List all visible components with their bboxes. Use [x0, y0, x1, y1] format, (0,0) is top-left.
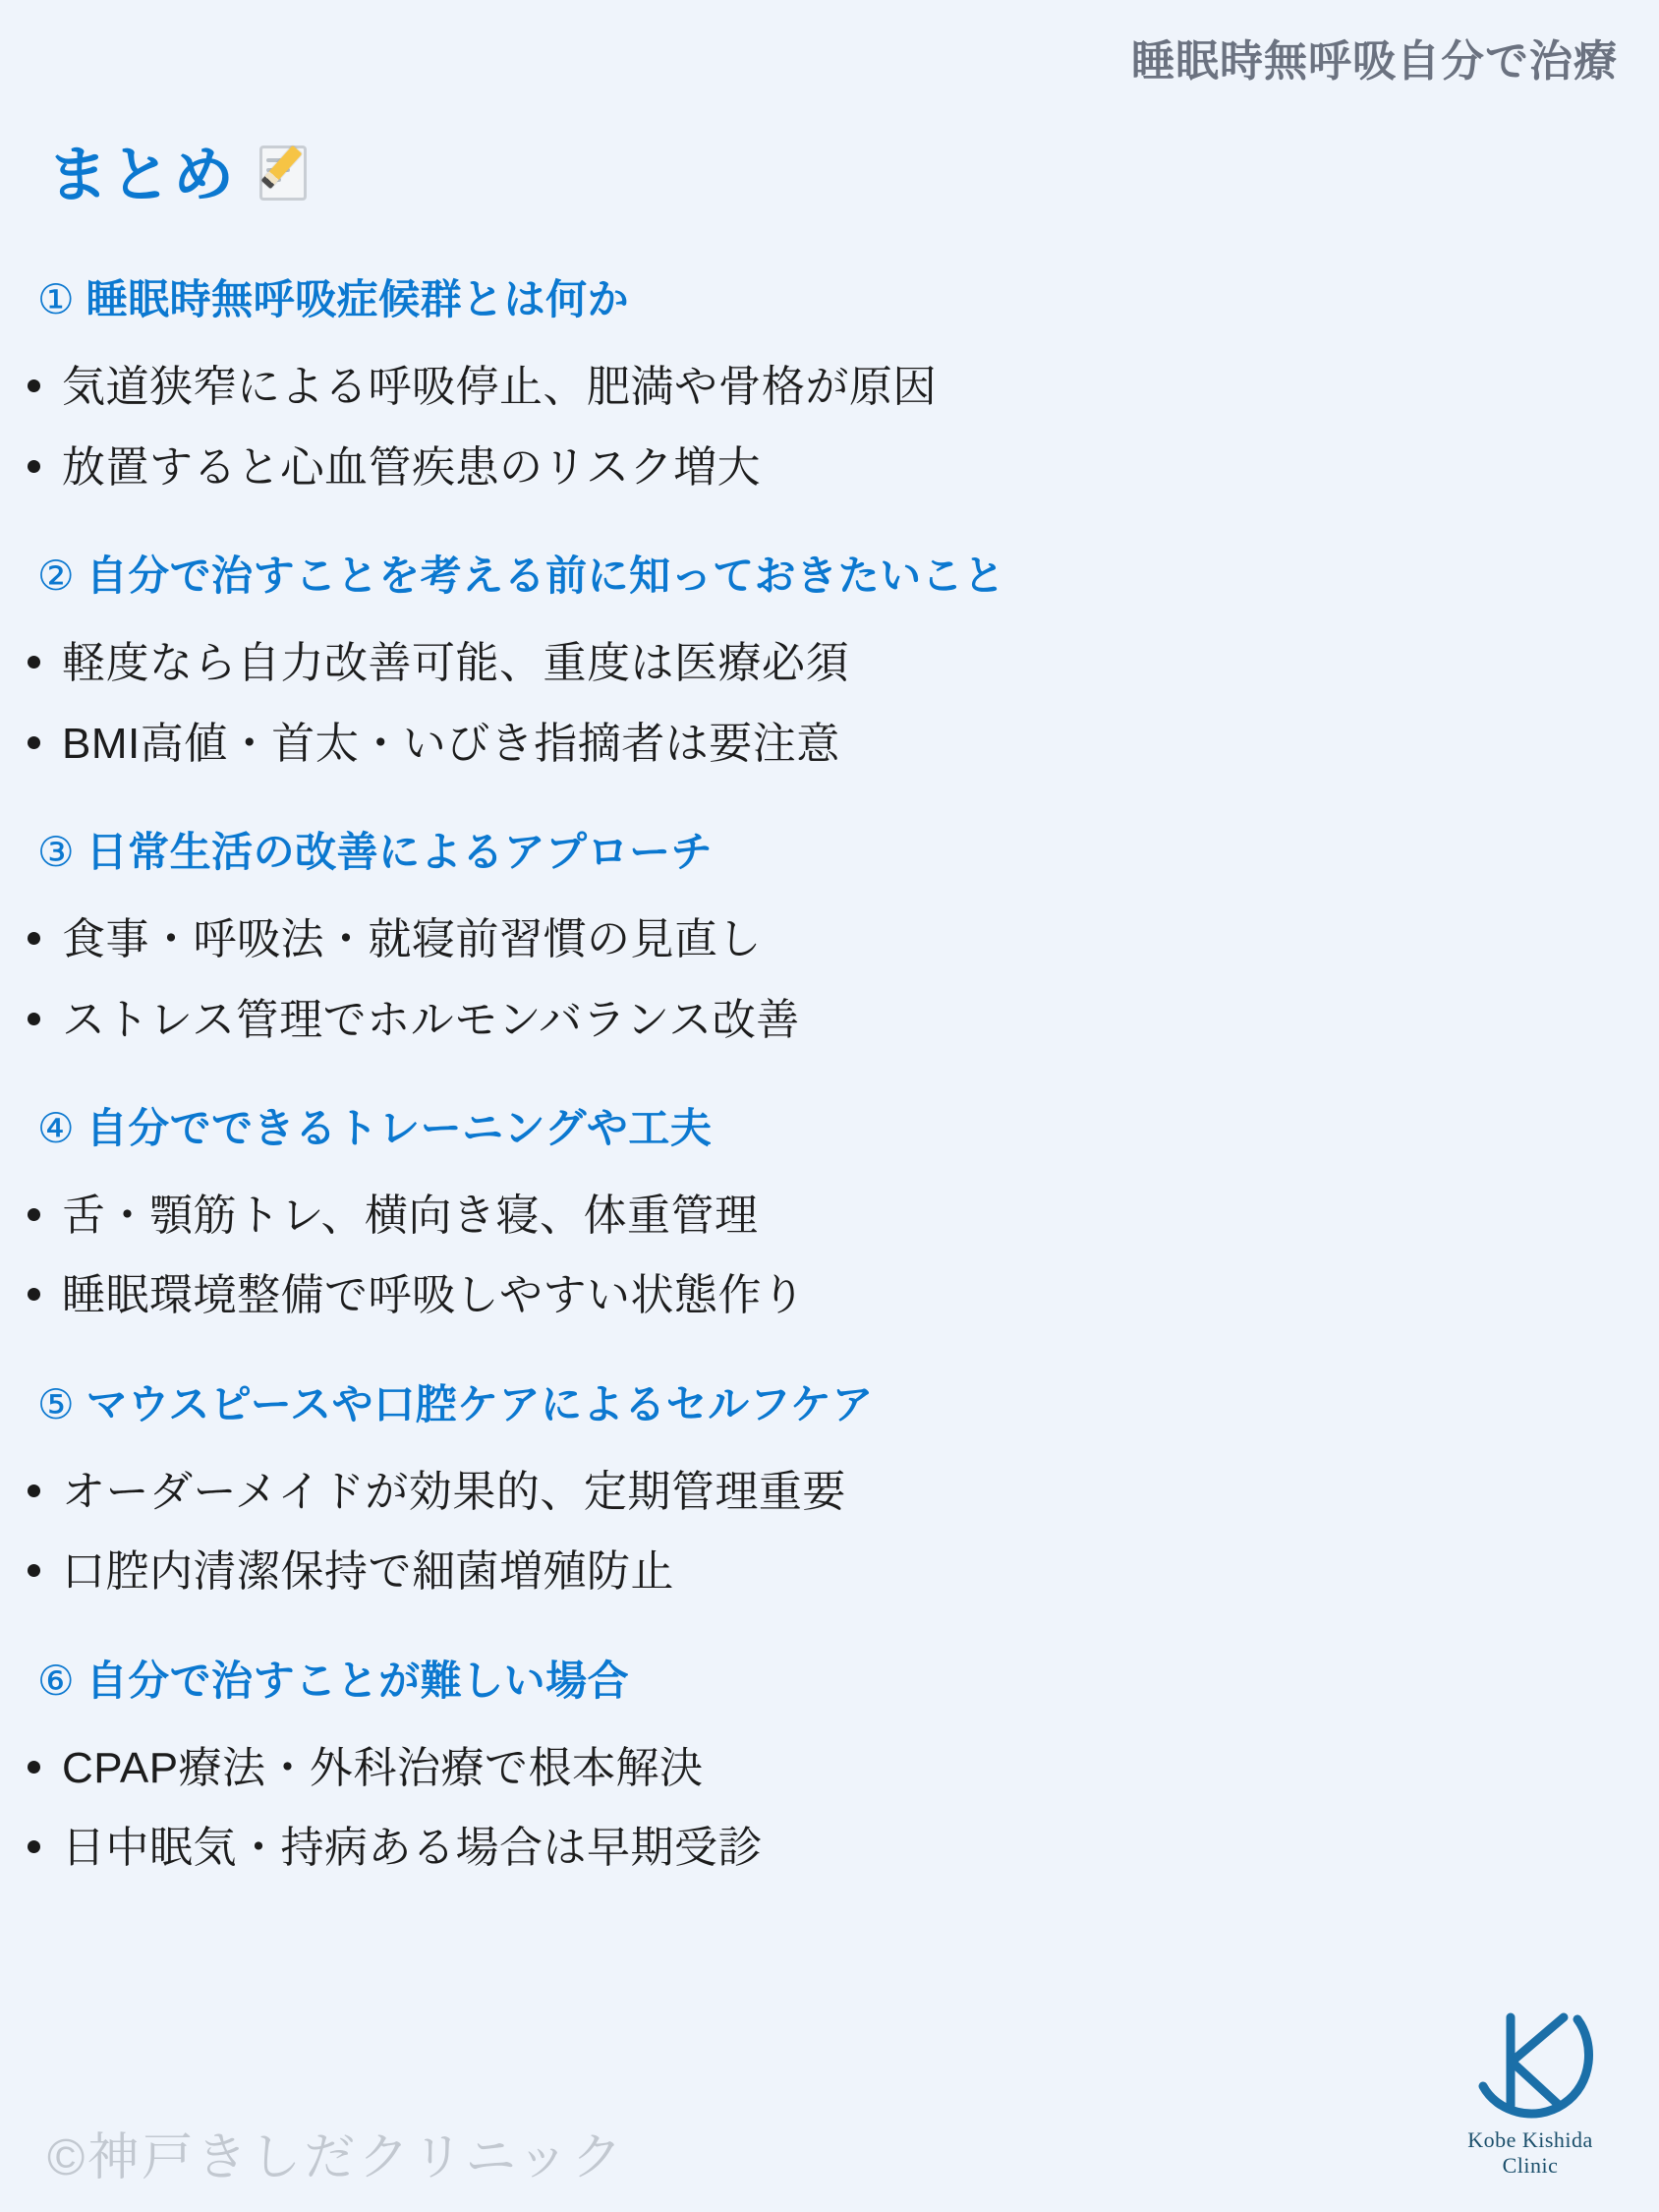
sections-list [0, 277, 1659, 1935]
page-header-title: 睡眠時無呼吸自分で治療 [1131, 37, 1618, 86]
section-number: ② [37, 552, 75, 599]
list-item [0, 1463, 1659, 1521]
list-item [0, 1819, 1659, 1877]
section-1 [0, 277, 1659, 496]
list-item [0, 1739, 1659, 1797]
section-bullets [0, 1739, 1659, 1878]
list-item [0, 910, 1659, 968]
section-title: 自分でできるトレーニングや工夫 [86, 1104, 713, 1151]
section-heading [0, 553, 1659, 599]
section-number: ① [37, 276, 75, 322]
bullet-dot-icon [28, 460, 40, 473]
list-item [0, 1266, 1659, 1324]
page-title-label: まとめ [47, 142, 237, 209]
bullet-text: 食事・呼吸法・就寝前習慣の見直し [62, 915, 762, 964]
section-title: 自分で治すことを考える前に知っておきたいこと [86, 552, 1005, 599]
section-bullets [0, 358, 1659, 496]
bullet-text: 放置すると心血管疾患のリスク増大 [62, 442, 762, 492]
section-6 [0, 1659, 1659, 1878]
bullet-text: BMI高値・首太・いびき指摘者は要注意 [62, 719, 840, 768]
section-title: 日常生活の改善によるアプローチ [86, 828, 714, 875]
bullet-text: 睡眠環境整備で呼吸しやすい状態作り [62, 1271, 806, 1320]
bullet-text: 気道狭窄による呼吸停止、肥満や骨格が原因 [62, 363, 937, 412]
bullet-dot-icon [28, 1840, 40, 1853]
list-item [0, 991, 1659, 1049]
bullet-dot-icon [28, 656, 40, 669]
section-number: ④ [37, 1104, 75, 1151]
section-bullets [0, 1187, 1659, 1325]
clinic-logo-name: Kobe Kishida Clinic [1467, 2127, 1593, 2178]
section-number: ③ [37, 828, 75, 875]
list-item [0, 1543, 1659, 1601]
section-number: ⑥ [37, 1657, 75, 1704]
bullet-dot-icon [28, 1013, 40, 1025]
section-heading [0, 277, 1659, 322]
section-title: 自分で治すことが難しい場合 [86, 1657, 630, 1704]
list-item [0, 715, 1659, 773]
section-number: ⑤ [37, 1380, 75, 1427]
bullet-dot-icon [28, 932, 40, 945]
section-5 [0, 1382, 1659, 1601]
bullet-text: CPAP療法・外科治療で根本解決 [62, 1744, 704, 1793]
clinic-logo [1443, 2004, 1618, 2179]
section-3 [0, 830, 1659, 1049]
bullet-dot-icon [28, 379, 40, 392]
section-heading [0, 1106, 1659, 1151]
bullet-text: 軽度なら自力改善可能、重度は医療必須 [62, 639, 849, 688]
bullet-text: 舌・顎筋トレ、横向き寝、体重管理 [62, 1192, 759, 1241]
section-bullets [0, 634, 1659, 773]
bullet-dot-icon [28, 736, 40, 749]
list-item [0, 438, 1659, 496]
section-bullets [0, 1463, 1659, 1601]
section-title: マウスピースや口腔ケアによるセルフケア [86, 1380, 874, 1427]
section-heading [0, 830, 1659, 875]
section-heading [0, 1382, 1659, 1427]
bullet-dot-icon [28, 1761, 40, 1774]
bullet-dot-icon [28, 1208, 40, 1221]
list-item [0, 1187, 1659, 1245]
bullet-text: 日中眠気・持病ある場合は早期受診 [62, 1824, 762, 1873]
section-title: 睡眠時無呼吸症候群とは何か [86, 276, 630, 322]
section-4 [0, 1106, 1659, 1325]
section-2 [0, 553, 1659, 773]
bullet-dot-icon [28, 1288, 40, 1301]
page-title [47, 126, 311, 213]
clinic-logo-mark-icon [1461, 2004, 1599, 2122]
section-bullets [0, 910, 1659, 1049]
bullet-text: ストレス管理でホルモンバランス改善 [62, 995, 800, 1044]
bullet-dot-icon [28, 1484, 40, 1497]
memo-pencil-icon [254, 142, 311, 199]
section-heading [0, 1659, 1659, 1704]
list-item [0, 634, 1659, 692]
copyright-watermark: ©神戸きしだクリニック [47, 2129, 626, 2186]
bullet-dot-icon [28, 1564, 40, 1577]
list-item [0, 358, 1659, 416]
bullet-text: オーダーメイドが効果的、定期管理重要 [62, 1468, 846, 1517]
bullet-text: 口腔内清潔保持で細菌増殖防止 [62, 1547, 674, 1597]
